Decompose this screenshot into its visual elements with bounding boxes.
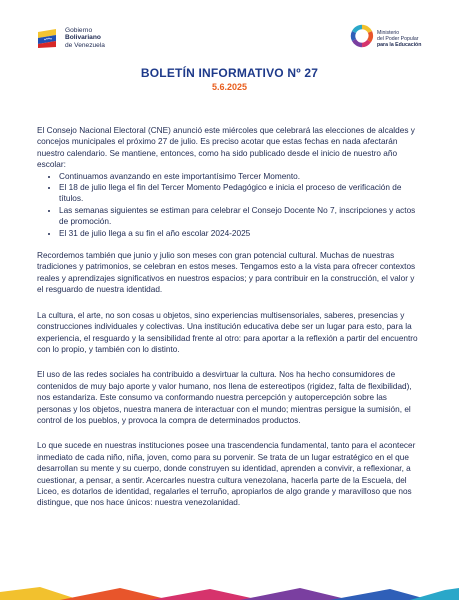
paragraph-3: La cultura, el arte, no son cosas u objetos, sino experiencias multisensoriales, saberes, presencias y construcciones individuales y colectivas. Una institución educativa debe ser un lugar para esto, para la experiencia, el resguardo y la sensibilidad frente al otro: para aportar a la reflexión a partir del encuentro con lo propio, y también con lo distinto. [37,310,418,354]
header [0,0,459,64]
bulletin-body [37,125,421,509]
paragraph-2: Recordemos también que junio y julio son meses con gran potencial cultural. Muchas de nuestras tradiciones y patrimonios, se celebran en estos meses. Tengamos esto a la vista para ofrecer contextos reales y aprendizajes significativos en nuestros espacios; y para contribuir en la construcción, el valor y el resguardo de nuestra identidad. [37,251,416,295]
bulletin-date: 5.6.2025 [211,82,248,92]
gov-logo-line3: de Venezuela [65,41,105,49]
venezuela-flag-icon [36,27,62,49]
ministry-logo-line3: para la Educación [377,42,422,49]
list-item: • Continuamos avanzando en este importantísimo Tercer Momento. [59,171,421,182]
paragraph-5: Lo que sucede en nuestras instituciones posee una trascendencia fundamental, tanto para el acontecer inmediato de cada niño, niña, joven, como para su porvenir. Se trata de un lugar estratégico en el que desarrollan su mente y su cuerpo, donde construyen su identidad, aprenden a convivir, a reflexionar, a cuestionar, a pensar, a sentir. Acercarles nuestra cultura venezolana, hacerla parte de la Escuela, del Liceo, es dotarlos de identidad, regalarles el terruño, apropiarlos de algo grande y maravilloso que nos distingue, que nos hace únicos: nuestra venezolanidad. [37,441,416,508]
paragraph-1: El Consejo Nacional Electoral (CNE) anunció este miércoles que celebrará las elecciones de alcaldes y concejos municipales el próximo 27 de julio. Es preciso acotar que estas fechas en nada afectarán nuestro calendario. Se mantiene, entonces, como ha sido publicado desde el inicio de nuestro año escolar: [37,126,415,170]
bullet-list [37,171,421,239]
list-item: • El 31 de julio llega a su fin el año escolar 2024-2025 [59,228,421,239]
bulletin-title: BOLETÍN INFORMATIVO Nº 27 [140,66,319,80]
ministry-ring-icon [350,24,374,48]
gov-logo-line1: Gobierno [65,27,93,34]
ministry-logo-line2: del Poder Popular [377,36,419,43]
ministerio-educacion-logo [350,24,421,49]
paragraph-4: El uso de las redes sociales ha contribuido a desvirtuar la cultura. Nos ha hecho consumidores de contenidos de muy bajo aporte y valor humano, nos llena de estereotipos (rigidez, falta de flexibilidad), nos estandariza. Este consumo va conformando nuestra percepción y autopercepción sobre las personas y los objetos, nuestra manera de interactuar con el mundo; mientras persigue la sumisión, el control de los pueblos, y provoca la compra de determinados productos. [37,370,412,425]
list-item: • El 18 de julio llega el fin del Tercer Momento Pedagógico e inicia el proceso de verificación de títulos. [59,182,421,205]
footer-color-wave [0,584,459,600]
list-item: • Las semanas siguientes se estiman para celebrar el Consejo Docente No 7, inscripciones y actos de promoción. [59,205,421,228]
gobierno-bolivariano-logo [36,27,105,49]
gov-logo-line2: Bolivariano [65,34,101,42]
ministry-logo-line1: Ministerio [377,30,400,36]
